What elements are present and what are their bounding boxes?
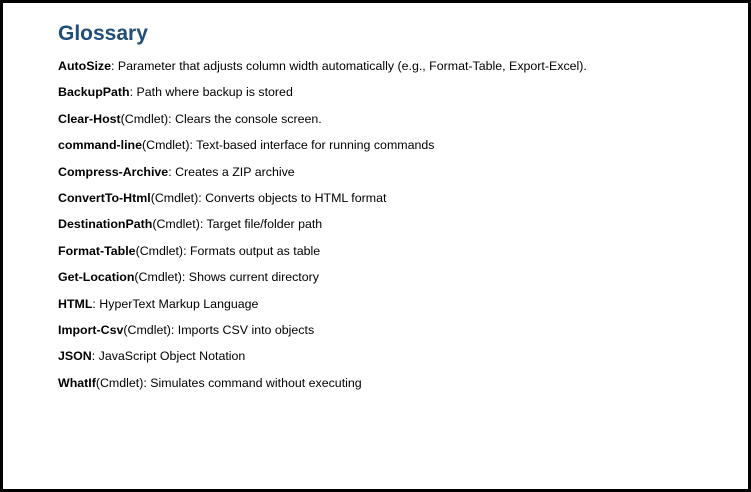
glossary-term: Compress-Archive — [58, 164, 169, 179]
glossary-term-kind: (Cmdlet) — [95, 375, 144, 390]
glossary-content — [58, 21, 728, 400]
glossary-term-kind: (Cmdlet) — [152, 217, 200, 232]
glossary-entry — [58, 189, 728, 215]
glossary-definition: : HyperText Markup Language — [92, 296, 259, 311]
glossary-term: HTML — [58, 296, 93, 311]
glossary-definition: : Text-based interface for running commands — [189, 138, 435, 153]
glossary-entry — [58, 295, 728, 321]
glossary-definition: : Imports CSV into objects — [170, 322, 315, 337]
glossary-term: command-line — [58, 138, 142, 153]
glossary-entry — [58, 268, 728, 294]
glossary-entry — [58, 83, 728, 109]
glossary-term-kind: (Cmdlet) — [134, 270, 182, 285]
glossary-term: ConvertTo-Html — [58, 190, 151, 205]
glossary-entry — [58, 136, 728, 162]
glossary-term: Format-Table — [58, 243, 136, 258]
glossary-entry — [58, 347, 728, 373]
glossary-definition: : Simulates command without executing — [143, 375, 362, 390]
glossary-term-kind: (Cmdlet) — [150, 190, 199, 205]
glossary-term: WhatIf — [58, 375, 96, 390]
glossary-definition: : JavaScript Object Notation — [91, 349, 246, 364]
glossary-entry — [58, 374, 728, 400]
glossary-definition: : Shows current directory — [181, 270, 319, 285]
glossary-definition: : Parameter that adjusts column width automatically (e.g., Format-Table, Export-Excel). — [111, 59, 587, 73]
glossary-definition: : Formats output as table — [183, 243, 321, 258]
glossary-term: JSON — [58, 349, 92, 364]
glossary-definition: : Path where backup is stored — [129, 85, 293, 100]
glossary-term-kind: (Cmdlet) — [135, 243, 184, 258]
glossary-term: AutoSize — [58, 59, 112, 73]
glossary-entry — [58, 57, 728, 83]
glossary-term: DestinationPath — [58, 217, 153, 232]
glossary-definition: : Creates a ZIP archive — [168, 164, 295, 179]
glossary-term: Clear-Host — [58, 111, 121, 126]
glossary-title: Glossary — [58, 22, 148, 45]
glossary-definition: : Converts objects to HTML format — [198, 190, 387, 205]
glossary-entry — [58, 110, 728, 136]
glossary-entry — [58, 215, 728, 241]
glossary-term: Get-Location — [58, 270, 135, 285]
glossary-entry — [58, 242, 728, 268]
glossary-term: BackupPath — [58, 85, 130, 100]
glossary-term-kind: (Cmdlet) — [142, 138, 190, 153]
glossary-term: Import-Csv — [58, 322, 124, 337]
glossary-definition: : Clears the console screen. — [168, 111, 322, 126]
glossary-definition: : Target file/folder path — [199, 217, 323, 232]
glossary-term-kind: (Cmdlet) — [120, 111, 169, 126]
glossary-entry — [58, 321, 728, 347]
glossary-entry — [58, 163, 728, 189]
glossary-list — [58, 57, 728, 400]
glossary-term-kind: (Cmdlet) — [123, 322, 171, 337]
